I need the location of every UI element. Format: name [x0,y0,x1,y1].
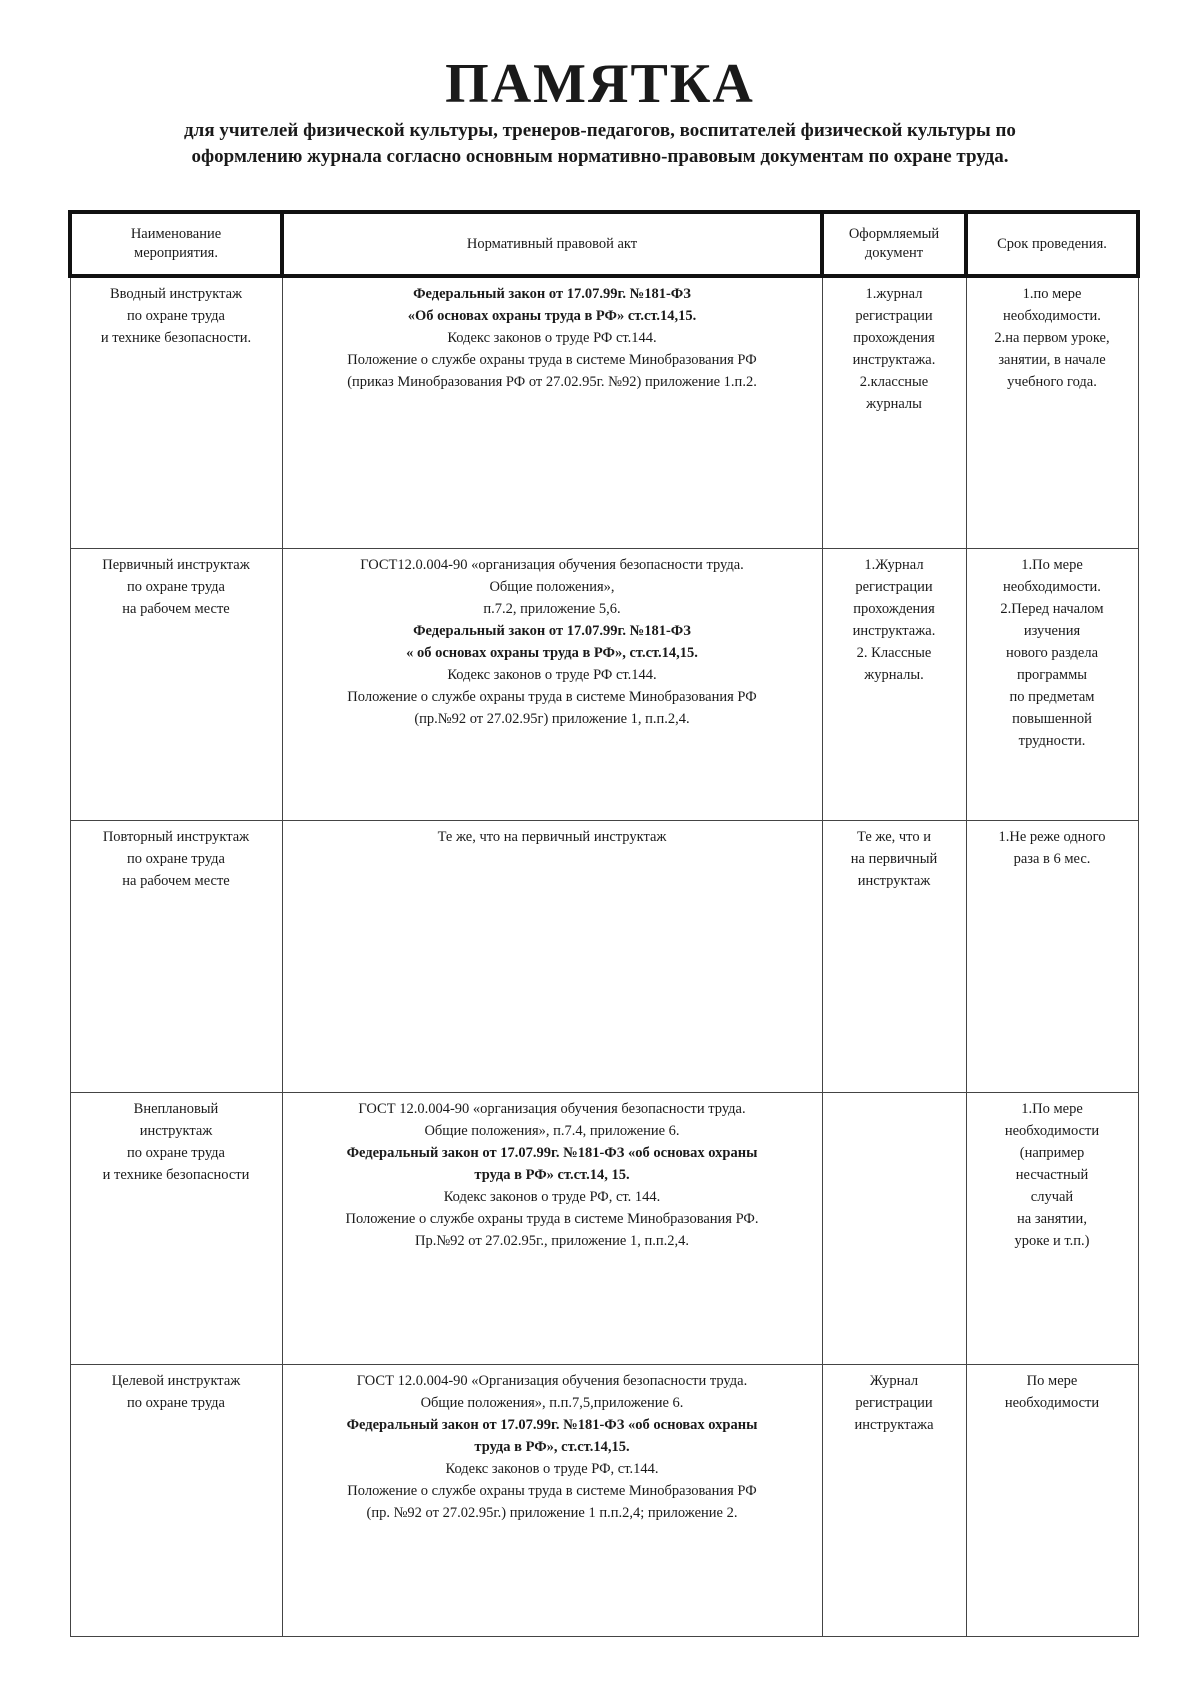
cell-term-line: раза в 6 мес. [1013,850,1091,867]
subtitle-line: оформлению журнала согласно основным нормативно-правовым документам по охране труда. [191,146,1009,167]
cell-event-line: Первичный инструктаж [102,556,250,573]
cell-event-line: Внеплановый [133,1100,219,1117]
cell-term [966,1364,1138,1636]
cell-term-line: изучения [1023,622,1081,639]
cell-act-line: ГОСТ12.0.004-90 «организация обучения безопасности труда. [360,556,744,573]
cell-doc-line: инструктажа. [852,352,936,368]
cell-doc-line: регистрации [855,308,933,324]
cell-doc-line: инструктаж [857,872,931,889]
cell-act [282,276,822,548]
cell-act-line: «Об основах охраны труда в РФ» ст.ст.14,15. [407,308,697,324]
cell-act-line: (приказ Минобразования РФ от 27.02.95г. №92) приложение 1.п.2. [347,374,757,390]
cell-act [282,1092,822,1364]
header-event [70,212,282,276]
cell-act-line: Кодекс законов о труде РФ ст.144. [447,330,657,346]
subtitle-line: для учителей физической культуры, тренеров-педагогов, воспитателей физической культуры по [184,120,1016,141]
cell-act-line: Общие положения», [489,578,615,595]
cell-event-line: по охране труда [126,1144,225,1161]
cell-act-line: Кодекс законов о труде РФ ст.144. [447,666,657,683]
cell-doc-line: регистрации [855,1394,933,1411]
cell-term-line: 2.на первом уроке, [994,330,1110,346]
cell-term-line: по предметам [1009,688,1095,705]
cell-doc-line: инструктажа. [852,622,936,639]
cell-act-line: Те же, что на первичный инструктаж [437,828,667,845]
cell-doc [822,276,966,548]
header-doc-line: Оформляемый [848,226,940,242]
cell-term-line: (например [1019,1144,1085,1161]
table-row [70,1364,1138,1636]
cell-term-line: нового раздела [1005,644,1099,661]
cell-doc-line: на первичный [850,850,938,867]
cell-term-line: программы [1017,666,1087,683]
cell-event-line: по охране труда [126,578,225,595]
cell-doc [822,820,966,1092]
cell-act-line: ГОСТ 12.0.004-90 «Организация обучения безопасности труда. [356,1372,748,1389]
cell-term-line: занятии, в начале [998,352,1106,368]
cell-act-line: Кодекс законов о труде РФ, ст.144. [445,1460,659,1477]
cell-event [70,820,282,1092]
header-event-line: мероприятия. [134,245,218,261]
cell-act-line: Положение о службе охраны труда в системе Минобразования РФ [347,1482,757,1499]
cell-act-line: Федеральный закон от 17.07.99г. №181-ФЗ [413,622,691,639]
cell-term-line: 2.Перед началом [1000,600,1104,617]
header-term: Срок проведения. [966,212,1138,276]
cell-event-line: Целевой инструктаж [111,1372,241,1389]
cell-term-line: необходимости. [1003,578,1101,595]
cell-event-line: Повторный инструктаж [102,828,250,845]
cell-term-line: необходимости. [1003,308,1101,324]
cell-act-line: п.7.2, приложение 5,6. [483,600,621,617]
cell-term-line: случай [1030,1188,1074,1205]
cell-term-line: 1.по мере [1022,286,1082,302]
cell-term [966,276,1138,548]
cell-event [70,1364,282,1636]
cell-term-line: По мере [1026,1372,1078,1389]
cell-term-line: уроке и т.п.) [1014,1232,1090,1249]
table-row [70,276,1138,548]
cell-event [70,548,282,820]
cell-term-line: трудности. [1018,732,1086,749]
cell-event-line: на рабочем месте [122,600,230,617]
page-subtitle [70,118,1130,170]
cell-term-line: необходимости [1004,1122,1100,1139]
cell-term [966,548,1138,820]
cell-term-line: 1.По мере [1021,1100,1083,1117]
table-row [70,820,1138,1092]
cell-term-line: несчастный [1015,1166,1089,1183]
cell-act-line: Положение о службе охраны труда в системе Минобразования РФ. [345,1210,759,1227]
cell-doc-line: Журнал [869,1372,919,1389]
cell-doc-line: прохождения [853,330,935,346]
cell-act-line: Кодекс законов о труде РФ, ст. 144. [443,1188,661,1205]
cell-term-line: 1.По мере [1021,556,1083,573]
memo-table [68,210,1140,1637]
cell-term-line: учебного года. [1007,374,1097,390]
cell-doc-line: журналы. [864,666,924,683]
header-event-line: Наименование [130,226,222,242]
cell-event-line: по охране труда [126,1394,225,1411]
cell-act [282,1364,822,1636]
cell-term [966,1092,1138,1364]
cell-doc-line: 2.классные [859,374,929,390]
cell-act-line: труда в РФ», ст.ст.14,15. [474,1438,630,1455]
cell-event-line: на рабочем месте [122,872,230,889]
cell-event-line: и технике безопасности [102,1166,250,1183]
cell-doc [822,1092,966,1364]
cell-doc-line: инструктажа [854,1416,934,1433]
cell-act-line: Федеральный закон от 17.07.99г. №181-ФЗ «об основах охраны [346,1144,758,1161]
cell-event-line: по охране труда [126,308,225,324]
cell-term [966,820,1138,1092]
cell-event [70,276,282,548]
cell-term-line: 1.Не реже одного [998,828,1106,845]
cell-act-line: Общие положения», п.п.7,5,приложение 6. [420,1394,684,1411]
cell-act-line: « об основах охраны труда в РФ», ст.ст.14,15. [406,644,698,661]
table-header-row [70,212,1138,276]
cell-event [70,1092,282,1364]
table-row [70,1092,1138,1364]
cell-event-line: по охране труда [126,850,225,867]
page-title: ПАМЯТКА [445,53,755,115]
cell-doc-line: 1.журнал [865,286,923,302]
cell-doc-line: прохождения [853,600,935,617]
cell-term-line: необходимости [1004,1394,1100,1411]
cell-act [282,548,822,820]
cell-event-line: инструктаж [139,1122,213,1139]
cell-act-line: Федеральный закон от 17.07.99г. №181-ФЗ «об основах охраны [346,1416,758,1433]
cell-act-line: (пр. №92 от 27.02.95г.) приложение 1 п.п.2,4; приложение 2. [366,1504,738,1521]
cell-act-line: Положение о службе охраны труда в системе Минобразования РФ [347,688,757,705]
cell-doc-line: регистрации [855,578,933,595]
cell-act-line: Пр.№92 от 27.02.95г., приложение 1, п.п.2,4. [414,1232,690,1249]
cell-event-line: Вводный инструктаж [109,286,243,302]
cell-act-line: Положение о службе охраны труда в системе Минобразования РФ [347,352,757,368]
cell-doc [822,548,966,820]
cell-event-line: и технике безопасности. [100,330,252,346]
cell-doc-line: Те же, что и [857,828,931,845]
header-doc-line: документ [864,245,924,261]
cell-doc-line: 2. Классные [856,644,932,661]
cell-act-line: (пр.№92 от 27.02.95г) приложение 1, п.п.2,4. [414,710,690,727]
cell-act-line: труда в РФ» ст.ст.14, 15. [474,1166,630,1183]
table-row [70,548,1138,820]
cell-act-line: Общие положения», п.7.4, приложение 6. [424,1122,680,1139]
cell-act-line: Федеральный закон от 17.07.99г. №181-ФЗ [413,286,691,302]
cell-act [282,820,822,1092]
cell-doc [822,1364,966,1636]
header-act: Нормативный правовой акт [282,212,822,276]
cell-term-line: повышенной [1012,710,1092,727]
cell-doc-line: журналы [866,396,922,412]
cell-act-line: ГОСТ 12.0.004-90 «организация обучения безопасности труда. [358,1100,746,1117]
cell-term-line: на занятии, [1017,1210,1087,1227]
table-body [70,276,1138,1636]
header-doc [822,212,966,276]
cell-doc-line: 1.Журнал [864,556,924,573]
